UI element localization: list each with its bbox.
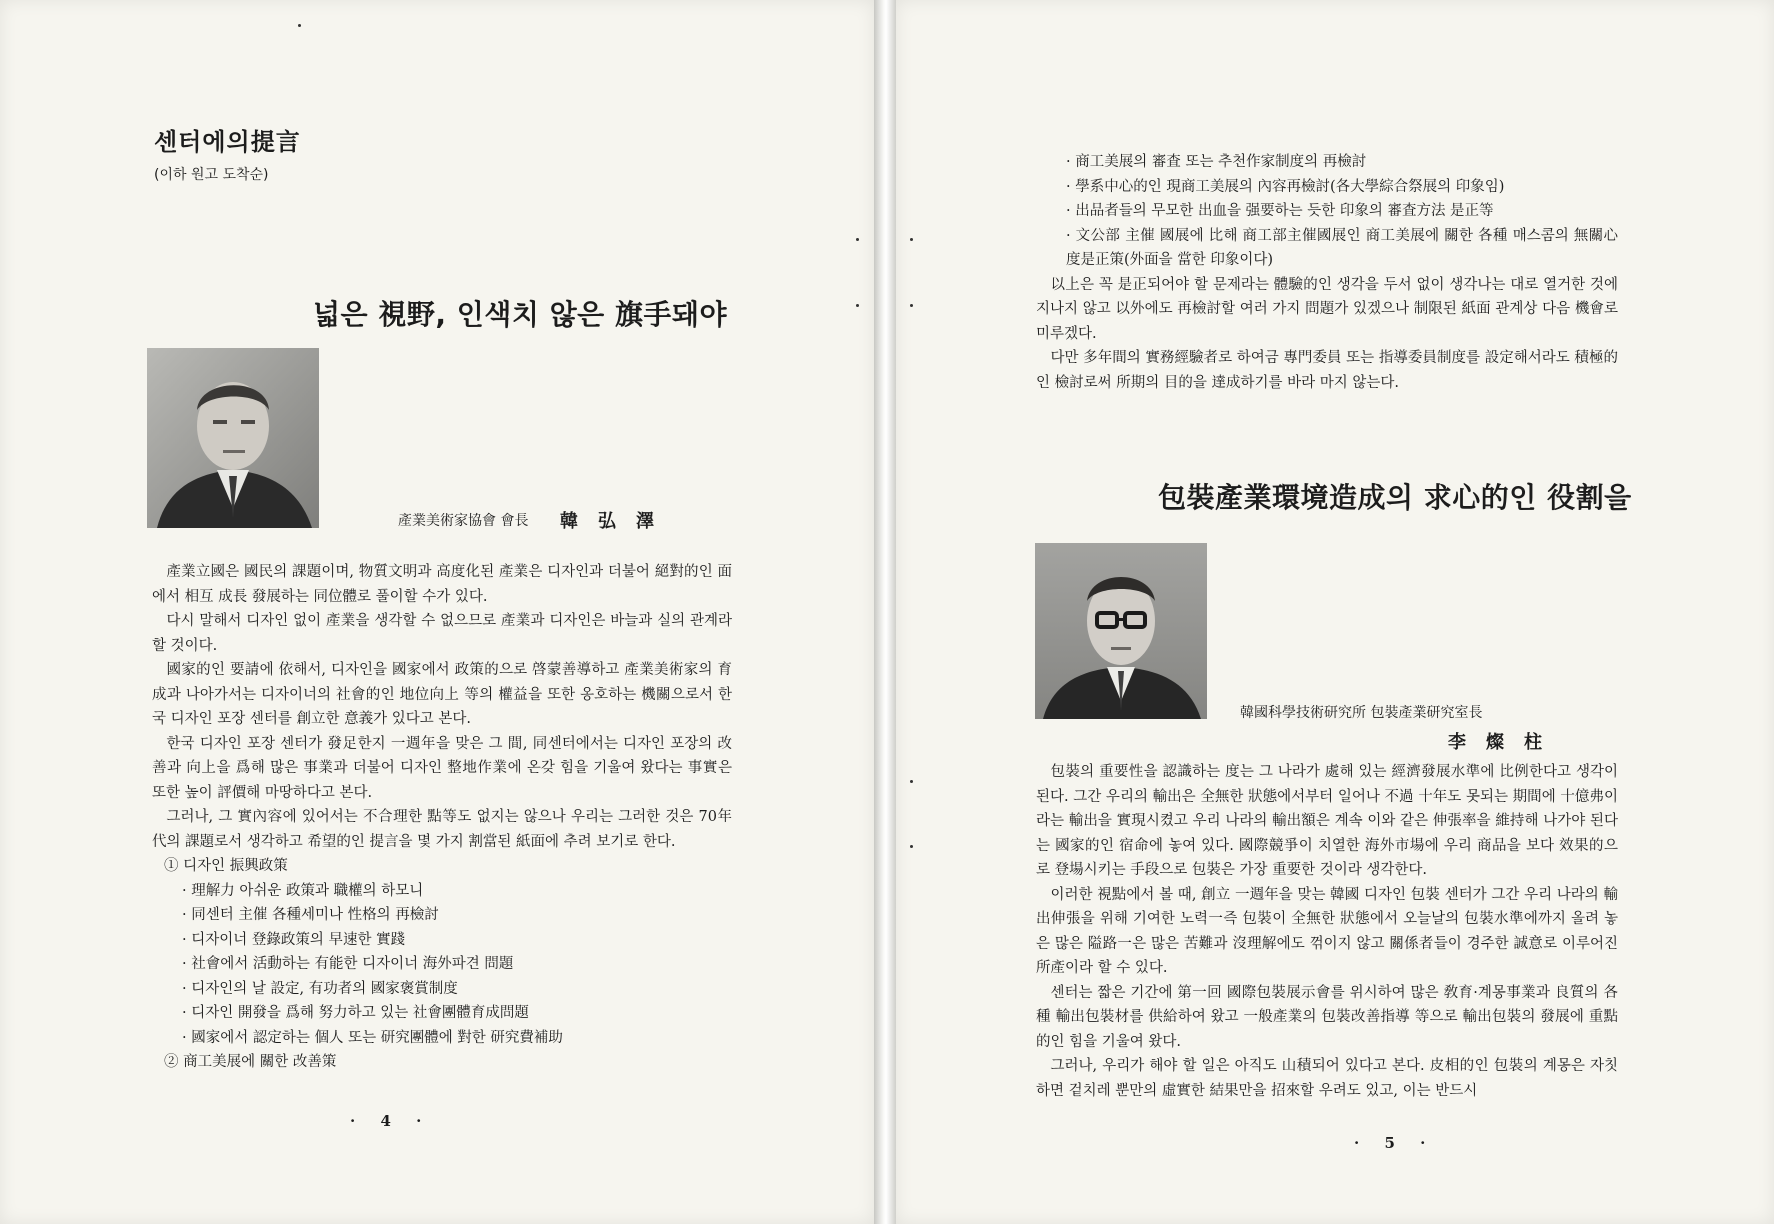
list-item: · 디자인의 날 設定, 有功者의 國家褒賞制度 <box>182 980 458 997</box>
speck <box>910 780 913 783</box>
list-item: · 國家에서 認定하는 個人 또는 研究團體에 對한 研究費補助 <box>182 1029 563 1046</box>
author-org-left: 產業美術家協會 會長 <box>398 513 529 529</box>
point-heading: ② 商工美展에 關한 改善策 <box>164 1054 337 1070</box>
paragraph: 그러나, 그 實內容에 있어서는 不合理한 點等도 없지는 않으나 우리는 그러한 것은 70年代의 課題로서 생각하고 希望的인 提言을 몇 가지 割當된 紙面에 추려 보기로 한다. <box>152 809 732 850</box>
paragraph: 以上은 꼭 是正되어야 할 문제라는 體驗的인 생각을 두서 없이 생각나는 대로 열거한 것에 지나지 않고 以外에도 再檢討할 여러 가지 問題가 있겠으나 制限된 紙面 관계상 다음 機會로 미루겠다. <box>1036 276 1618 342</box>
paragraph: 이러한 視點에서 볼 때, 創立 一週年을 맞는 韓國 디자인 包裝 센터가 그간 우리 나라의 輸出伸張을 위해 기여한 노력一즉 包裝이 全無한 狀態에서 오늘날의 包裝水準에까지 올려 놓은 많은 隘路一은 많은 苦難과 沒理解에도 꺾이지 않고 關係者들이 경주한 誠意로 이루어진 所產이라 할 수 있다. <box>1036 886 1618 976</box>
list-item: · 社會에서 活動하는 有能한 디자이너 海外파견 問題 <box>182 956 514 972</box>
list-item: · 學系中心的인 現商工美展의 內容再檢討(各大學綜合祭展의 印象임) <box>1066 178 1505 195</box>
point-heading: ① 디자인 振興政策 <box>164 858 288 874</box>
speck <box>910 304 913 307</box>
author-name-right: 李燦柱 <box>1448 732 1562 753</box>
continued-text <box>1036 150 1618 395</box>
article-headline-right: 包裝產業環境造成의 求心的인 役割을 <box>1158 481 1632 514</box>
paragraph: 한국 디자인 포장 센터가 發足한지 一週年을 맞은 그 間, 同센터에서는 디자인 포장의 改善과 向上을 爲해 많은 事業과 더불어 디자인 整地作業에 온갖 힘을 기울여 왔다는 事實은 또한 높이 評價해 마땅하다고 본다. <box>152 735 732 801</box>
list-item: · 理解力 아쉬운 政策과 職權의 하모니 <box>182 882 424 899</box>
article-headline-left: 넓은 視野, 인색치 않은 旗手돼야 <box>313 298 728 331</box>
article-body-right <box>1036 760 1618 1103</box>
speck <box>298 24 301 27</box>
author-photo-left <box>147 348 319 528</box>
paragraph: 센터는 짧은 기간에 第一回 國際包裝展示會를 위시하여 많은 敎育·계몽事業과 良質의 各種 輸出包裝材를 供給하여 왔고 一般產業의 包裝改善指導 等으로 輸出包裝의 發展에 重點的인 힘을 기울여 왔다. <box>1036 984 1618 1050</box>
left-page <box>0 0 874 1224</box>
author-org-right: 韓國科學技術研究所 包裝產業研究室長 <box>1240 705 1483 721</box>
list-item: · 出品者들의 무모한 出血을 强要하는 듯한 印象의 審査方法 是正等 <box>1066 203 1494 219</box>
page-number-right: · 5 · <box>1354 1134 1436 1152</box>
paragraph: 包裝의 重要性을 認識하는 度는 그 나라가 處해 있는 經濟發展水準에 比例한다고 생각이 된다. 그간 우리의 輸出은 全無한 狀態에서부터 일어나 不過 十年도 못되는 期間에 十億弗이라는 輸出을 實現시켰고 우리 나라의 輸出額은 계속 이와 같은 伸張率을 維持해 나가야 된다는 國家的인 宿命에 놓여 있다. 國際競爭이 치열한 海外市場에 우리 商品을 보다 效果的으로 登場시키는 手段으로 包裝은 가장 重要한 것이라 생각한다. <box>1036 764 1618 878</box>
list-item: · 同센터 主催 各種세미나 性格의 再檢討 <box>182 907 439 923</box>
list-item: · 디자인 開發을 爲해 努力하고 있는 社會團體育成問題 <box>182 1005 529 1021</box>
book-gutter <box>874 0 896 1224</box>
author-photo-right <box>1035 543 1207 719</box>
speck <box>910 238 913 241</box>
paragraph: 그러나, 우리가 해야 할 일은 아직도 山積되어 있다고 본다. 皮相的인 包裝의 계몽은 자칫하면 겉치레 뿐만의 虛實한 結果만을 招來할 우려도 있고, 이는 반드시 <box>1036 1058 1618 1099</box>
speck <box>910 845 913 848</box>
paragraph: 國家的인 要請에 依해서, 디자인을 國家에서 政策的으로 啓蒙善導하고 產業美術家의 育成과 나아가서는 디자이너의 社會的인 地位向上 等의 權益을 또한 옹호하는 機關으로서 한국 디자인 포장 센터를 創立한 意義가 있다고 본다. <box>152 662 732 727</box>
author-name-left: 韓弘澤 <box>560 511 674 532</box>
article-body-left <box>152 560 732 1075</box>
paragraph: 다만 多年間의 實務經驗者로 하여금 專門委員 또는 指導委員制度를 設定해서라도 積極的인 檢討로써 所期의 目的을 達成하기를 바라 마지 않는다. <box>1036 350 1618 391</box>
list-item: · 文公部 主催 國展에 比해 商工部主催國展인 商工美展에 關한 各種 매스콤의 無關心度是正策(外面을 當한 印象이다) <box>1066 227 1618 268</box>
section-note: (이하 원고 도착순) <box>154 167 269 183</box>
speck <box>856 304 859 307</box>
speck <box>856 238 859 241</box>
paragraph: 產業立國은 國民의 課題이며, 物質文明과 高度化된 產業은 디자인과 더불어 絕對的인 面에서 相互 成長 發展하는 同位體로 풀이할 수가 있다. <box>152 564 732 605</box>
paragraph: 다시 말해서 디자인 없이 產業을 생각할 수 없으므로 產業과 디자인은 바늘과 실의 관계라 할 것이다. <box>152 613 732 654</box>
section-title: 센터에의提言 <box>154 128 301 156</box>
page-number-left: · 4 · <box>350 1112 432 1130</box>
right-page <box>896 0 1774 1224</box>
list-item: · 商工美展의 審査 또는 추천作家制度의 再檢討 <box>1066 154 1367 170</box>
list-item: · 디자이너 登錄政策의 早速한 實踐 <box>182 931 406 948</box>
